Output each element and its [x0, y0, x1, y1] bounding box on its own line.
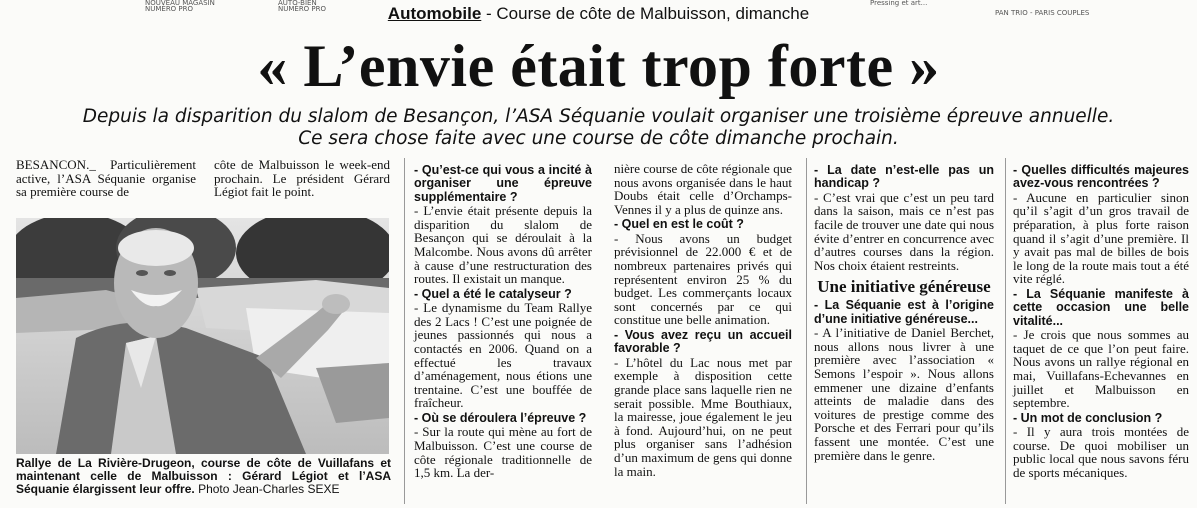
lead-line: Depuis la disparition du slalom de Besançon, l’ASA Séquanie voulait organiser une troisième épreuve annuelle. — [82, 106, 1115, 127]
answer: nière course de côte régionale que nous avons organisée dans le haut Doubs était celle d’Orchamps-Vennes il y a plus de quinze ans. — [614, 161, 792, 217]
neighbour-text: NUMÉRO PRO — [278, 5, 327, 12]
question: - Un mot de conclusion ? — [1013, 410, 1163, 425]
question: - Quel en est le coût ? — [614, 217, 744, 232]
answer: - Sur la route qui mène au fort de Malbuisson. C’est une course de côte régionale traditionnelle de 1,5 km. La der- — [414, 424, 592, 481]
question: - Où se déroulera l’épreuve ? — [414, 410, 587, 425]
article-photo — [16, 218, 389, 454]
answer: - Nous avons un budget prévisionnel de 22.000 € et de nombreux partenaires privés qui représentent environ 25 % du budget. Les commerçants locaux sont concernés par ce qui constitue une belle animation. — [614, 230, 792, 328]
question: - Qu’est-ce qui vous a incité à organiser une épreuve supplémentaire ? — [414, 163, 592, 204]
question: - La Séquanie est à l’origine d’une initiative généreuse... — [814, 298, 994, 326]
neighbour-text: Pressing et art... — [870, 0, 928, 7]
lead-line: Ce sera chose faite avec une course de côte dimanche prochain. — [298, 128, 899, 149]
photo-caption — [16, 457, 391, 496]
answer: - Aucune en particulier sinon qu’il s’agit d’un gros travail de préparation, à plus forte raison quand il s’agit d’une première. Il y avait pas mal de billes de bois le long de la route mais tout a été vite réglé. — [1013, 189, 1189, 287]
answer: - Il y aura trois montées de course. De quoi mobiliser un public local que nous savons féru de sports mécaniques. — [1013, 424, 1189, 480]
question: - La Séquanie manifeste à cette occasion une belle vitalité... — [1013, 286, 1189, 328]
section-name: Automobile — [387, 4, 482, 23]
column-2 — [614, 162, 792, 478]
answer: - Je crois que nous sommes au taquet de ce que l’on peut faire. Nous avons un rallye régional en mai, Vuillafans-Echevannes en juillet et Malbuisson en septembre. — [1013, 327, 1189, 411]
lead-paragraph — [0, 106, 1197, 150]
column-3 — [814, 162, 994, 462]
answer: - A l’initiative de Daniel Berchet, nous allons nous livrer à une première avec l’association « Semons l’espoir ». Nous allons emmener une dizaine d’enfants atteints de maladie dans des voitures de prestige comme des Porsche et des Ferrari pour qu’ils fassent une montée. C’est une première dans le genre. — [814, 325, 994, 463]
question: - La date n’est-elle pas un handicap ? — [814, 163, 994, 191]
question: - Vous avez reçu un accueil favorable ? — [614, 327, 792, 356]
intro-right — [214, 158, 390, 199]
neighbour-text: AUTO-BIEN — [278, 0, 317, 7]
intro-text: BESANCON._ Particulièrement active, l’ASA Séquanie organise sa première course de — [16, 157, 196, 200]
column-1 — [414, 162, 592, 480]
intro-text: côte de Malbuisson le week-end prochain. Le président Gérard Légiot fait le point. — [214, 157, 390, 200]
question: - Quelles difficultés majeures avez-vous rencontrées ? — [1013, 163, 1189, 191]
question: - Quel a été le catalyseur ? — [414, 286, 572, 301]
answer: - C’est vrai que c’est un peu tard dans la saison, mais ce n’est pas facile de trouver une date qui nous évite d’entrer en concurrence avec d’autres courses dans la région. Nos choix étaient restreints. — [814, 189, 994, 273]
column-rule — [806, 158, 807, 504]
subheading: Une initiative généreuse — [817, 277, 991, 297]
section-subtitle: - Course de côte de Malbuisson, dimanche — [481, 4, 810, 23]
column-4 — [1013, 162, 1189, 480]
intro-left — [16, 158, 196, 199]
photo-credit: Photo Jean-Charles SEXE — [194, 482, 340, 496]
neighbour-text: PAN TRIO - PARIS COUPLES — [995, 10, 1090, 17]
headline: « L’envie était trop forte » — [257, 33, 940, 99]
neighbour-text: NUMÉRO PRO — [145, 5, 194, 12]
answer: - L’hôtel du Lac nous met par exemple à disposition cette grande place sans laquelle rien ne serait possible. Mme Bouthiaux, la mairesse, joue également le jeu à fond. Aujourd’hui, on ne peut plus organiser sans l’adhésion d’un maximum de gens qui donne la main. — [614, 354, 792, 479]
photo-illustration — [16, 218, 389, 454]
column-rule — [1005, 158, 1006, 504]
answer: - L’envie était présente depuis la disparition du slalom de Besançon qui se déroulait à la Malcombe. Nous avons dû arrêter à cause d’une restructuration des routes. Il existait un manque. — [414, 203, 592, 287]
column-rule — [404, 158, 405, 504]
neighbour-text: NOUVEAU MAGASIN — [145, 0, 215, 7]
caption-text: Rallye de La Rivière-Drugeon, course de côte de Vuillafans et maintenant celle de Malbuisson : Gérard Légiot et l’ASA Séquanie élargissent leur offre. — [16, 456, 391, 496]
section-rubric — [0, 4, 1197, 24]
answer: - Le dynamisme du Team Rallye des 2 Lacs ! C’est une poignée de jeunes passionnés qui nous a contactés en 2006. Quand on a effectué les travaux d’aménagement, nous étions une trentaine. C’est une bouffée de fraîcheur. — [414, 300, 592, 411]
